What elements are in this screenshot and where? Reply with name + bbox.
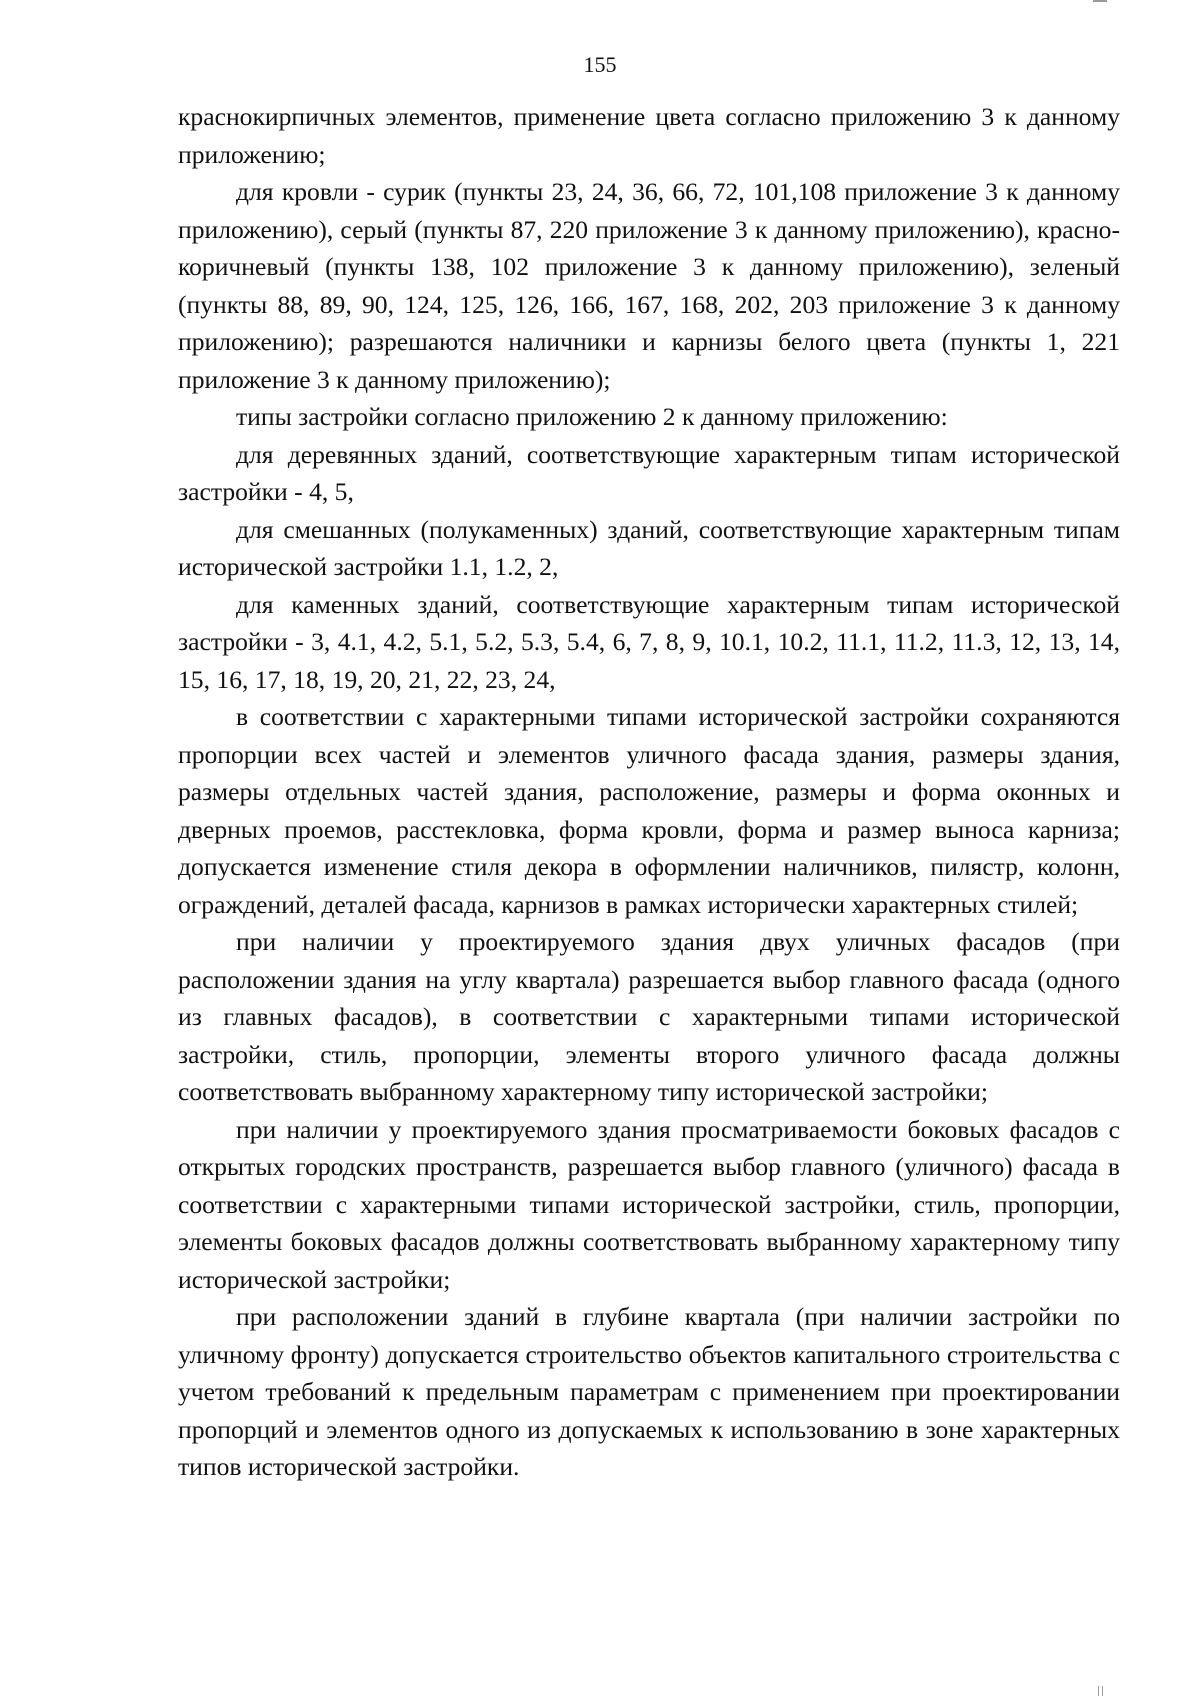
scan-mark-bottom-right-2: [1102, 1686, 1103, 1696]
paragraph-roof-colors: для кровли - сурик (пункты 23, 24, 36, 66, 72, 101,108 приложение 3 к данному приложению), серый (пункты 87, 220 приложение 3 к данному приложению), красно-коричневый (пункты 138, 102 приложение 3 к данному приложению), зеленый (пункты 88, 89, 90, 124, 125, 126, 166, 167, 168, 202, 203 приложение 3 к данному приложению); разрешаются наличники и карнизы белого цвета (пункты 1, 221 приложение 3 к данному приложению);: [178, 177, 1120, 394]
paragraph-two-facades: при наличии у проектируемого здания двух уличных фасадов (при расположении здания на углу квартала) разрешается выбор главного фасада (одного из главных фасадов), в соответствии с характерными типами исторической застройки, стиль, пропорции, элементы второго уличного фасада должны соответствовать выбранному характерному типу исторической застройки;: [178, 927, 1120, 1106]
page-number: 155: [583, 52, 617, 77]
document-body: [178, 98, 1120, 1486]
paragraph-side-facades: при наличии у проектируемого здания просматриваемости боковых фасадов с открытых городских пространств, разрешается выбор главного (уличного) фасада в соответствии с характерными типами исторической застройки, стиль, пропорции, элементы боковых фасадов должны соответствовать выбранному характерному типу исторической застройки;: [178, 1114, 1120, 1294]
paragraph-building-types-intro: типы застройки согласно приложению 2 к данному приложению:: [236, 402, 948, 431]
paragraph-mixed-buildings: для смешанных (полукаменных) зданий, соответствующие характерным типам исторической застройки 1.1, 1.2, 2,: [178, 514, 1120, 581]
scan-mark-bottom-right: [1098, 1686, 1099, 1696]
paragraph-courtyard-buildings: при расположении зданий в глубине квартала (при наличии застройки по уличному фронту) допускается строительство объектов капитального строительства с учетом требований к предельным параметрам с применением при проектировании пропорций и элементов одного из допускаемых к использованию в зоне характерных типов исторической застройки.: [178, 1302, 1120, 1481]
paragraph-stone-buildings: для каменных зданий, соответствующие характерным типам исторической застройки - 3, 4.1, 4.2, 5.1, 5.2, 5.3, 5.4, 6, 7, 8, 9, 10.1, 10.2, 11.1, 11.2, 11.3, 12, 13, 14, 15, 16, 17, 18, 19, 20, 21, 22, 23, 24,: [178, 589, 1120, 694]
scan-mark-top-right: [1093, 0, 1107, 2]
paragraph-wooden-buildings: для деревянных зданий, соответствующие характерным типам исторической застройки - 4, 5,: [178, 439, 1120, 506]
paragraph-proportions: в соответствии с характерными типами исторической застройки сохраняются пропорции всех частей и элементов уличного фасада здания, размеры здания, размеры отдельных частей здания, расположение, размеры и форма оконных и дверных проемов, расстекловка, форма кровли, форма и размер выноса карниза; допускается изменение стиля декора в оформлении наличников, пилястр, колонн, ограждений, деталей фасада, карнизов в рамках исторически характерных стилей;: [178, 702, 1120, 919]
paragraph-roof-colors-intro: краснокирпичных элементов, применение цвета согласно приложению 3 к данному приложению;: [178, 102, 1120, 169]
